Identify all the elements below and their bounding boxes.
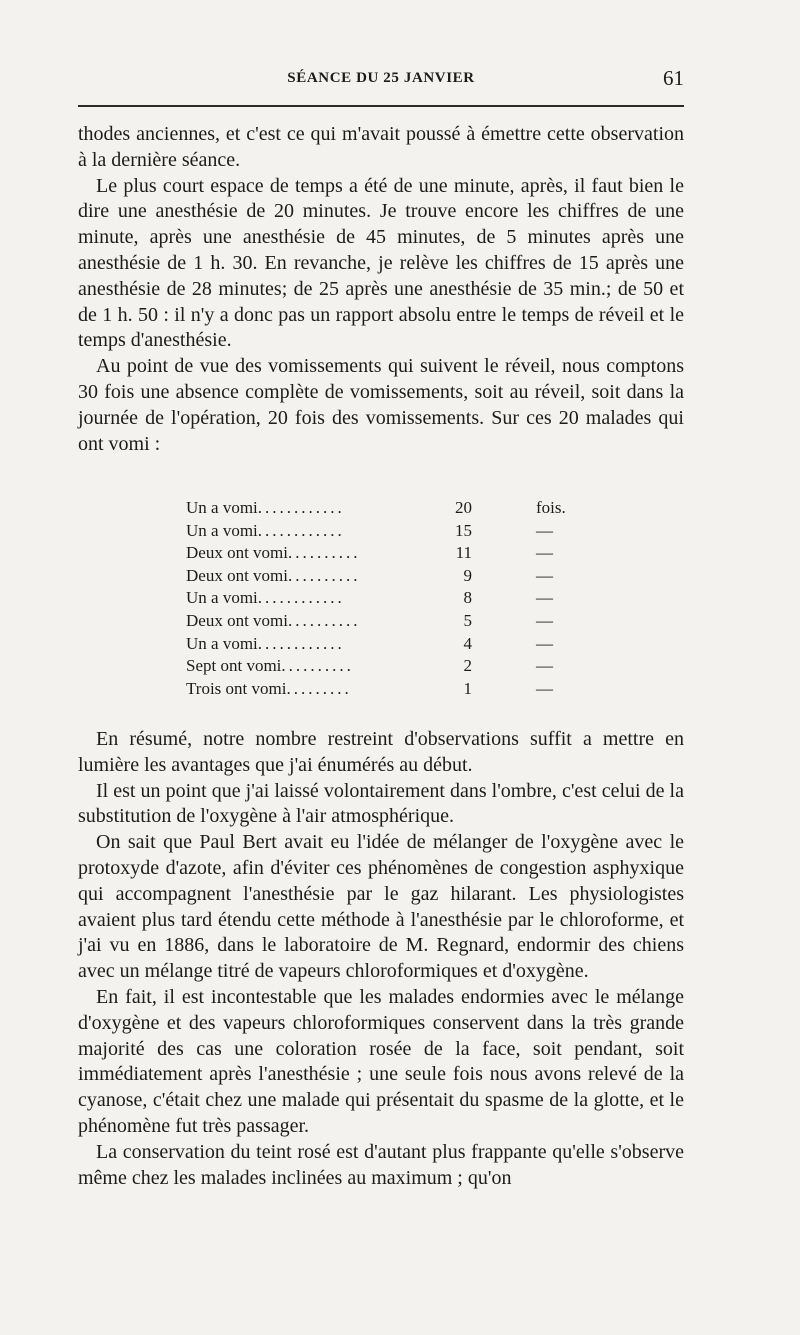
paragraph: En résumé, notre nombre restreint d'observations suffit a mettre en lumière les avantages que j'ai énumérés au début. (78, 728, 684, 776)
list-item (186, 633, 586, 656)
paragraph: On sait que Paul Bert avait eu l'idée de mélanger de l'oxygène avec le protoxyde d'azote, afin d'éviter ces phénomènes de congestion asphyxique qui accompagnent l'anesthésie par le gaz hilarant. Les physiologistes avaient plus tard étendu cette méthode à l'anesthésie par le chloroforme, et j'ai vu en 1886, dans le laboratoire de M. Regnard, endormir des chiens avec un mélange titré de vapeurs chloroformiques et d'oxygène. (78, 831, 684, 983)
paragraph: En fait, il est incontestable que les malades endormies avec le mélange d'oxygène et des vapeurs chloroformiques conservent dans la très grande majorité des cas une coloration rosée de la face, soit pendant, soit immédiatement après l'anesthésie ; une seule fois nous avons relevé de la cyanose, c'était chez une malade qui présentait du spasme de la glotte, et le phénomène fut très passager. (78, 985, 684, 1137)
list-label: Deux ont vomi (186, 543, 288, 563)
list-item (186, 610, 586, 633)
page-header (78, 62, 684, 92)
list-unit: — (536, 588, 553, 608)
list-label: Un a vomi (186, 588, 258, 608)
list-count: 8 (463, 588, 472, 608)
dot-leader: .......... (281, 656, 354, 676)
dot-leader: .......... (288, 610, 361, 630)
list-count: 2 (463, 656, 472, 676)
page-number: 61 (663, 66, 684, 90)
list-count: 1 (463, 678, 472, 698)
list-label: Deux ont vomi (186, 610, 288, 630)
list-count: 5 (463, 610, 472, 630)
list-item (186, 655, 586, 678)
body-text-top (78, 122, 684, 457)
list-unit: — (536, 520, 553, 540)
paragraph: La conservation du teint rosé est d'autant plus frappante qu'elle s'observe même chez les malades inclinées au maximum ; qu'on (78, 1140, 684, 1189)
dot-leader: .......... (288, 543, 361, 563)
list-unit: — (536, 633, 553, 653)
list-item (186, 678, 586, 701)
list-label: Trois ont vomi (186, 678, 287, 698)
dot-leader: ............ (257, 633, 345, 653)
list-unit: fois. (536, 498, 566, 517)
list-unit: — (536, 543, 553, 563)
list-item (186, 497, 586, 520)
list-count: 4 (463, 633, 472, 653)
list-label: Sept ont vomi (186, 656, 282, 676)
list-item (186, 565, 586, 588)
list-unit: — (536, 610, 553, 630)
dot-leader: ......... (286, 678, 352, 698)
dot-leader: ............ (257, 520, 345, 540)
list-count: 9 (463, 565, 472, 585)
list-item (186, 542, 586, 565)
dot-leader: ............ (257, 588, 345, 608)
list-item (186, 520, 586, 543)
list-count: 15 (455, 520, 472, 540)
dot-leader: ............ (257, 498, 345, 517)
list-label: Un a vomi (186, 520, 258, 540)
list-label: Deux ont vomi (186, 565, 288, 585)
list-item (186, 587, 586, 610)
paragraph: Au point de vue des vomissements qui suivent le réveil, nous comptons 30 fois une absence complète de vomissements, soit au réveil, soit dans la journée de l'opération, 20 fois des vomissements. Sur ces 20 malades qui ont vomi : (78, 355, 684, 455)
header-rule (78, 105, 684, 107)
body-text-bottom (78, 727, 684, 1191)
list-label: Un a vomi (186, 498, 258, 517)
vomit-count-list (186, 497, 586, 700)
list-label: Un a vomi (186, 633, 258, 653)
list-unit: — (536, 656, 553, 676)
running-title: SÉANCE DU 25 JANVIER (287, 70, 475, 86)
paragraph: thodes anciennes, et c'est ce qui m'avait poussé à émettre cette observation à la dernière séance. (78, 123, 684, 171)
paragraph: Il est un point que j'ai laissé volontairement dans l'ombre, c'est celui de la substitution de l'oxygène à l'air atmosphérique. (78, 779, 684, 828)
paragraph: Le plus court espace de temps a été de une minute, après, il faut bien le dire une anesthésie de 20 minutes. Je trouve encore les chiffres de une minute, après une anesthésie de 45 minutes, de 5 minutes après une anesthésie de 1 h. 30. En revanche, je relève les chiffres de 15 après une anesthésie de 28 minutes; de 25 après une anesthésie de 35 min.; de 50 et de 1 h. 50 : il n'y a donc pas un rapport absolu entre le temps de réveil et le temps d'anesthésie. (78, 174, 684, 352)
list-count: 11 (455, 543, 472, 563)
list-unit: — (536, 565, 553, 585)
dot-leader: .......... (288, 565, 361, 585)
list-count: 20 (455, 498, 472, 517)
list-unit: — (536, 678, 553, 698)
